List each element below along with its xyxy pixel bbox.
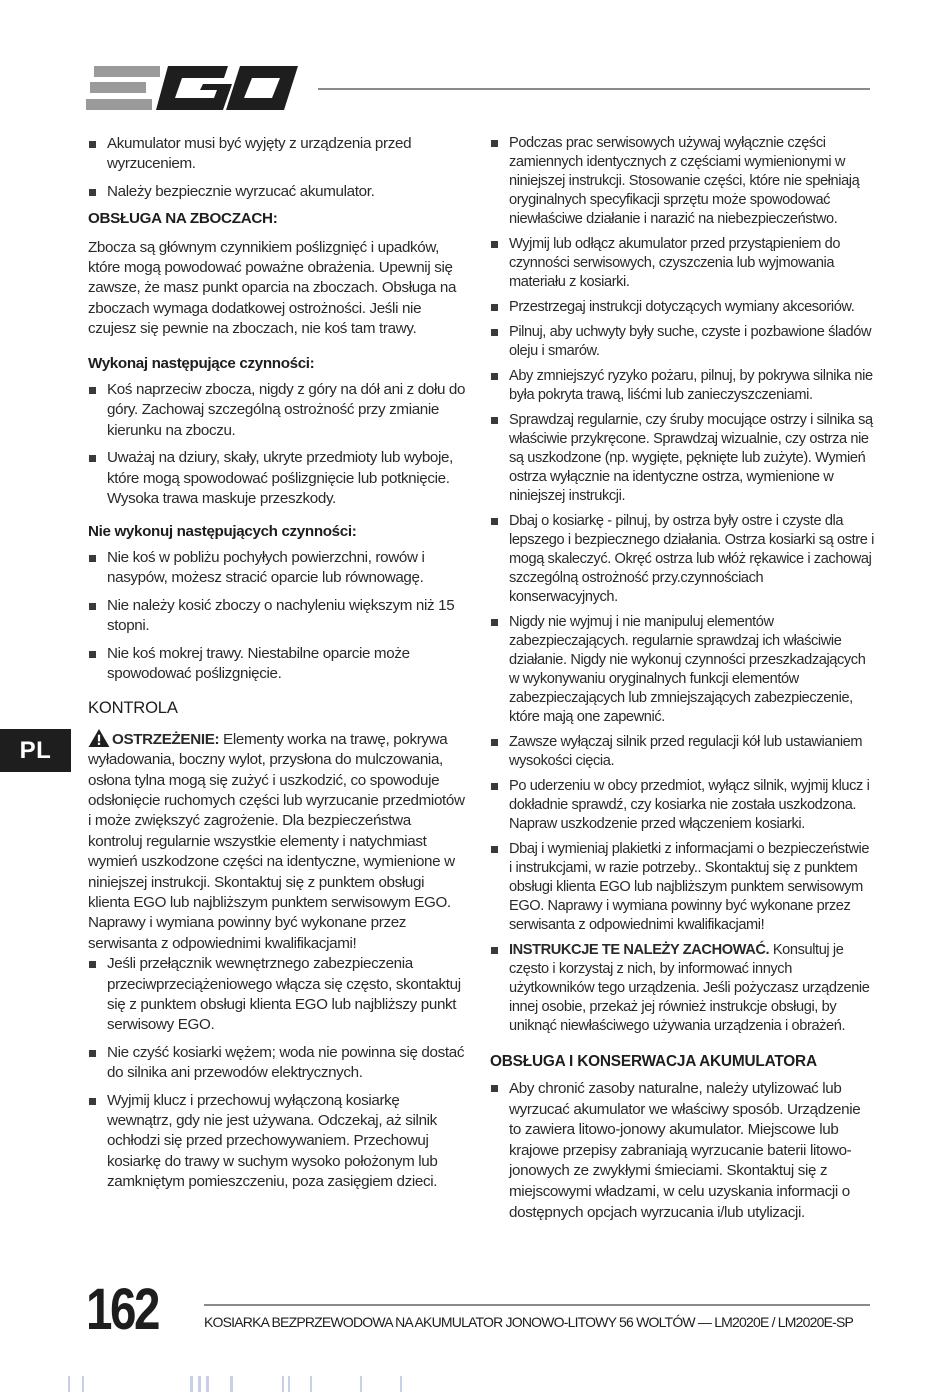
left-column [88, 134, 468, 1200]
footer-product-line: KOSIARKA BEZPRZEWODOWA NA AKUMULATOR JONOWO-LITOWY 56 WOLTÓW — LM2020E / LM2020E-SP [204, 1314, 854, 1330]
list-item: Podczas prac serwisowych używaj wyłącznie części zamiennych identycznych z częściami wymienionymi w niniejszej instrukcji. Stosowanie części, które nie spełniają oryginalnych specyfikacji sprzętu może spowodować niewłaściwe działanie i narazić na niebezpieczeństwo. [490, 134, 874, 229]
list-item: Należy bezpiecznie wyrzucać akumulator. [88, 182, 468, 202]
list-item: Po uderzeniu w obcy przedmiot, wyłącz silnik, wyjmij klucz i dokładnie sprawdź, czy kosiarka nie została uszkodzona. Napraw uszkodzenie przed włączeniem kosiarki. [490, 777, 874, 834]
ego-logo [86, 62, 300, 114]
page-number: 162 [86, 1277, 158, 1342]
list-item: Nie czyść kosiarki wężem; woda nie powinna się dostać do silnika ani przewodów elektrycznych. [88, 1043, 468, 1084]
battery-bullet-list [490, 1079, 874, 1223]
warning-text: Elementy worka na trawę, pokrywa wyładowania, boczny wylot, przysłona do mulczowania, osłona tylna mogą się zużyć i uszkodzić, co spowoduje odsłonięcie ruchomych części lub wyrzucanie przedmiotów i może zwiększyć zagrożenie. Dla bezpieczeństwa kontroluj regularnie wszystkie elementy i natychmiast wymień uszkodzone części na identyczne, wymienione w niniejszej instrukcji. Skontaktuj się z punktem obsługi klienta EGO lub najbliższym punktem serwisowym EGO. Naprawy i wymiana powinny być wykonane przez serwisanta z odpowiednimi kwalifikacjami! [88, 730, 465, 952]
service-bullet-list [490, 134, 874, 1036]
list-item: Akumulator musi być wyjęty z urządzenia przed wyrzuceniem. [88, 134, 468, 175]
list-item: Jeśli przełącznik wewnętrznego zabezpieczenia przeciwprzeciążeniowego włącza się często, skontaktuj się z punktem obsługi klienta EGO lub najbliższy punkt serwisowy EGO. [88, 954, 468, 1036]
list-item: Nie koś w pobliżu pochyłych powierzchni, rowów i nasypów, możesz stracić oparcie lub równowagę. [88, 548, 468, 589]
battery-heading: OBSŁUGA I KONSERWACJA AKUMULATORA [490, 1053, 817, 1070]
list-item: Nigdy nie wyjmuj i nie manipuluj elementów zabezpieczających. regularnie sprawdzaj ich właściwie działanie. Nigdy nie wykonuj czynności przeszkadzających w wykonywaniu oryginalnych funkcji elementów zabezpieczających lub zmniejszających zabezpieczenie, które mają one zapewnić. [490, 613, 874, 727]
list-item: Aby chronić zasoby naturalne, należy utylizować lub wyrzucać akumulator we właściwy sposób. Urządzenie to zawiera litowo-jonowy akumulator. Miejscowe lub krajowe przepisy zabraniają wyrzucanie baterii litowo-jonowych ze zwykłymi śmieciami. Skontaktuj się z miejscowymi władzami, w celu uzyskania informacji o dostępnych opcjach wyrzucania i/lub utylizacji. [490, 1079, 874, 1223]
list-item: Nie należy kosić zboczy o nachyleniu większym niż 15 stopni. [88, 596, 468, 637]
right-column [490, 134, 874, 1229]
list-item: Wyjmij lub odłącz akumulator przed przystąpieniem do czynności serwisowych, czyszczenia lub wyjmowania materiału z kosiarki. [490, 235, 874, 292]
list-item: Nie koś mokrej trawy. Niestabilne oparcie może spowodować poślizgnięcie. [88, 644, 468, 685]
control-heading: KONTROLA [88, 698, 178, 718]
warning-paragraph [88, 729, 468, 954]
intro-bullet-list [88, 134, 468, 202]
list-item: Koś naprzeciw zbocza, nigdy z góry na dół ani z dołu do góry. Zachowaj szczególną ostrożność przy zmianie kierunku na zboczu. [88, 380, 468, 441]
footer-rule [204, 1304, 870, 1306]
warning-label: OSTRZEŻENIE: [112, 730, 220, 748]
list-item: Pilnuj, aby uchwyty były suche, czyste i pozbawione śladów oleju i smarów. [490, 323, 874, 361]
dont-heading: Nie wykonuj następujących czynności: [88, 522, 357, 540]
header-rule [318, 88, 870, 90]
list-item: Przestrzegaj instrukcji dotyczących wymiany akcesoriów. [490, 298, 874, 317]
do-bullet-list [88, 380, 468, 509]
keep-instructions-text: Konsultuj je często i korzystaj z nich, by informować innych użytkowników tego urządzenia. Jeśli pożyczasz urządzenie innej osobie, przekaż jej również instrukcje obsługi, by uniknąć niewłaściwego używania urządzenia i obrażeń. [509, 942, 870, 1034]
slopes-heading: OBSŁUGA NA ZBOCZACH: [88, 210, 278, 228]
slopes-paragraph: Zbocza są głównym czynnikiem poślizgnięć i upadków, które mogą powodować poważne obrażenia. Upewnij się zawsze, że masz punkt oparcia na zboczach. Obsługa na zboczach wymaga dodatkowej ostrożności. Jeśli nie czujesz się pewnie na zboczach, nie koś tam trawy. [88, 238, 457, 338]
keep-instructions-label: INSTRUKCJE TE NALEŻY ZACHOWAĆ. [509, 942, 770, 958]
list-item [490, 941, 874, 1036]
warning-icon [88, 729, 110, 747]
list-item: Zawsze wyłączaj silnik przed regulacji kół lub ustawianiem wysokości cięcia. [490, 733, 874, 771]
list-item: Aby zmniejszyć ryzyko pożaru, pilnuj, by pokrywa silnika nie była pokryta trawą, liśćmi lub zanieczyszczeniami. [490, 367, 874, 405]
control-bullet-list [88, 954, 468, 1192]
dont-bullet-list [88, 548, 468, 684]
list-item: Dbaj i wymieniaj plakietki z informacjami o bezpieczeństwie i instrukcjami, w razie potrzeby.. Skontaktuj się z punktem obsługi klienta EGO lub najbliższym punktem serwisowym EGO. Naprawy i wymiana powinny być wykonane przez serwisanta z odpowiednimi kwalifikacjami! [490, 840, 874, 935]
list-item: Dbaj o kosiarkę - pilnuj, by ostrza były ostre i czyste dla lepszego i bezpiecznego działania. Ostrza kosiarki są ostre i mogą skaleczyć. Okręć ostrza lub włóż rękawice i zachowaj szczególną ostrożność przy.czynnościach konserwacyjnych. [490, 512, 874, 607]
scan-marks [60, 1374, 460, 1394]
list-item: Wyjmij klucz i przechowuj wyłączoną kosiarkę wewnątrz, gdy nie jest używana. Odczekaj, aż silnik ochłodzi się przed przechowywaniem. Przechowuj kosiarkę do trawy w suchym wysoko położonym lub zamkniętym pomieszczeniu, poza zasięgiem dzieci. [88, 1091, 468, 1193]
list-item: Sprawdzaj regularnie, czy śruby mocujące ostrzy i silnika są właściwie przykręcone. Sprawdzaj wizualnie, czy ostrza nie są uszkodzone (np. wygięte, pęknięte lub zużyte). Wymień ostrza wyłącznie na identyczne ostrza, wymienione w niniejszej instrukcji. [490, 411, 874, 506]
list-item: Uważaj na dziury, skały, ukryte przedmioty lub wyboje, które mogą spowodować poślizgnięcie lub potknięcie. Wysoka trawa maskuje przeszkody. [88, 448, 468, 509]
language-tab: PL [0, 729, 71, 772]
do-heading: Wykonaj następujące czynności: [88, 354, 315, 372]
